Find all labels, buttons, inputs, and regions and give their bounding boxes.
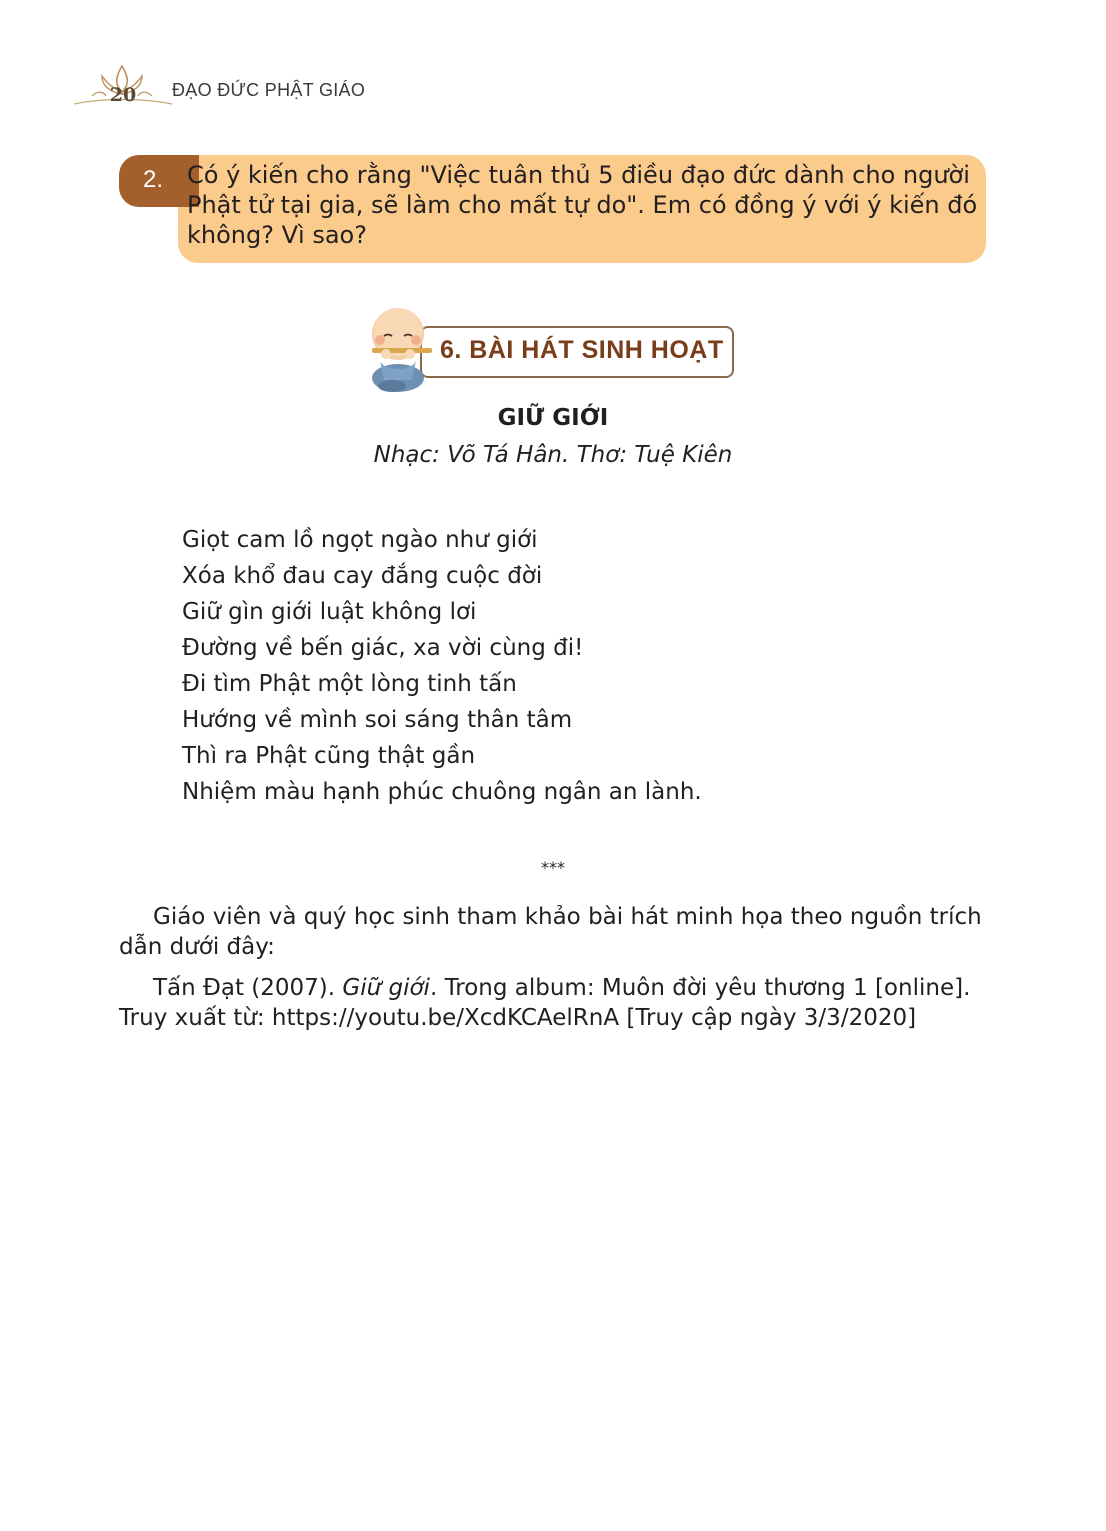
lyric-line: Hướng về mình soi sáng thân tâm bbox=[182, 707, 573, 733]
question-text: Có ý kiến cho rằng "Việc tuân thủ 5 điều đạo đức dành cho người Phật tử tại gia, sẽ làm cho mất tự do". Em có đồng ý với ý kiến đó không? Vì sao? bbox=[187, 161, 978, 249]
lyric-line: Giọt cam lồ ngọt ngào như giới bbox=[182, 527, 538, 553]
citation-title: Giữ giới bbox=[342, 975, 430, 1001]
lyric-line: Nhiệm màu hạnh phúc chuông ngân an lành. bbox=[182, 779, 702, 805]
song-credit: Nhạc: Võ Tá Hân. Thơ: Tuệ Kiên bbox=[373, 442, 733, 468]
lyric-line: Giữ gìn giới luật không lơi bbox=[182, 599, 477, 625]
lyrics bbox=[182, 522, 702, 810]
song-title: GIỮ GIỚI bbox=[497, 405, 609, 431]
book-title: ĐẠO ĐỨC PHẬT GIÁO bbox=[172, 80, 366, 100]
lyric-line: Thì ra Phật cũng thật gần bbox=[182, 743, 476, 769]
citation-prefix: Tấn Đạt (2007). bbox=[153, 975, 343, 1001]
lyric-line: Đi tìm Phật một lòng tinh tấn bbox=[182, 671, 517, 697]
page-header bbox=[72, 62, 392, 112]
lyric-line: Xóa khổ đau cay đắng cuộc đời bbox=[182, 563, 543, 589]
citation-paragraph bbox=[119, 973, 991, 1033]
lyric-line: Đường về bến giác, xa vời cùng đi! bbox=[182, 635, 584, 661]
separator: *** bbox=[541, 858, 565, 877]
section-title: 6. BÀI HÁT SINH HOẠT bbox=[440, 336, 724, 364]
intro-paragraph: Giáo viên và quý học sinh tham khảo bài hát minh họa theo nguồn trích dẫn dưới đây: bbox=[119, 904, 982, 960]
page-number: 20 bbox=[109, 84, 137, 106]
citation-suffix: . Trong album: Muôn đời yêu thương 1 [online]. Truy xuất từ: https://youtu.be/XcdKCAelRnA [Truy cập ngày 3/3/2020] bbox=[119, 975, 971, 1031]
monk-flute-icon bbox=[362, 302, 442, 394]
question-number: 2. bbox=[119, 155, 199, 207]
